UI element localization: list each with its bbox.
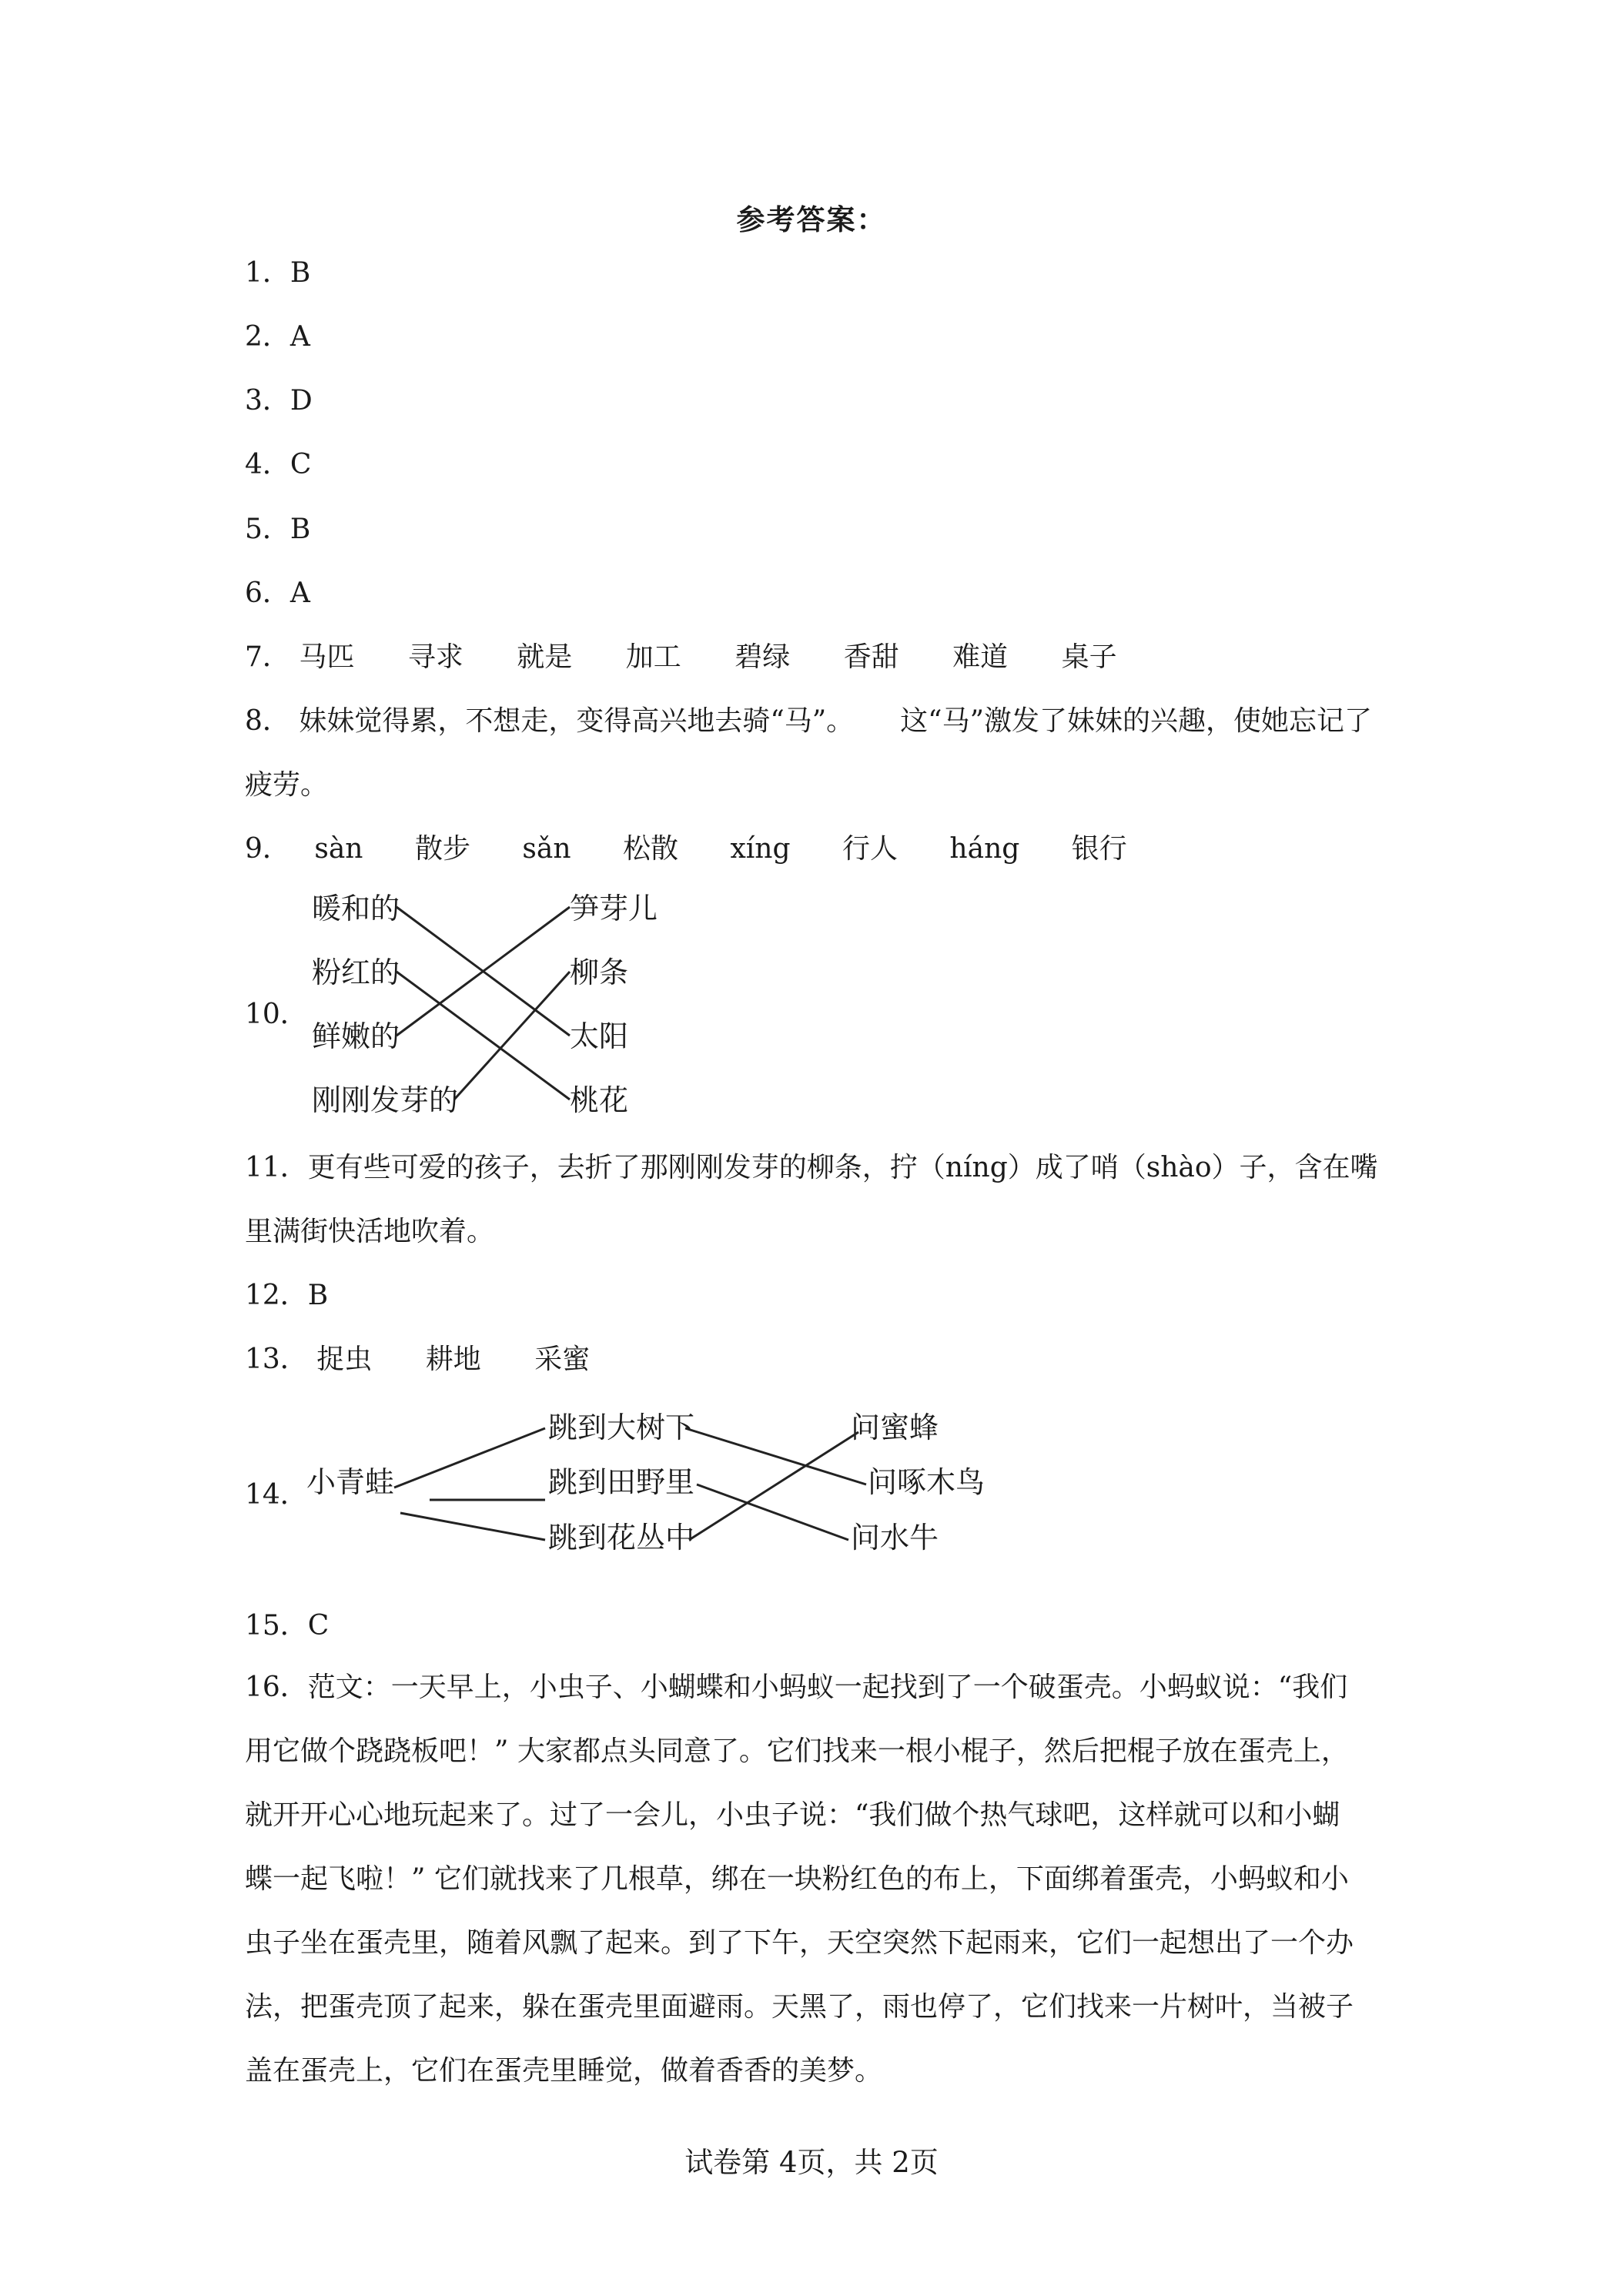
answer-16-line: 用它做个跷跷板吧！” 大家都点头同意了。它们找来一根小棍子，然后把棍子放在蛋壳上， xyxy=(245,1735,1349,1767)
match-line xyxy=(397,972,570,1099)
answer-7-word: 碧绿 xyxy=(735,641,791,673)
match-left-item: 鲜嫩的 xyxy=(312,1019,400,1053)
match-right-item: 问蜜蜂 xyxy=(851,1411,939,1444)
answer-7-word: 就是 xyxy=(517,641,573,673)
match-line xyxy=(685,1428,866,1484)
answer-7-word: 难道 xyxy=(952,641,1009,673)
answer-9-word: 散步 xyxy=(414,833,470,865)
match-line xyxy=(454,972,570,1099)
match-right-item: 问水牛 xyxy=(851,1521,939,1555)
match-middle-item: 跳到花丛中 xyxy=(548,1521,695,1555)
page-footer: 试卷第 4页，共 2页 xyxy=(684,2146,939,2179)
answer-5: 5．B xyxy=(245,514,311,545)
answer-16-line: 蝶一起飞啦！” 它们就找来了几根草，绑在一块粉红色的布上，下面绑着蛋壳，小蚂蚁和小 xyxy=(245,1863,1349,1895)
match-subject: 小青蛙 xyxy=(306,1465,395,1499)
answer-13-word: 耕地 xyxy=(425,1344,481,1375)
answer-9-pinyin: háng xyxy=(949,833,1020,865)
answer-9-pinyin: sǎn xyxy=(522,833,571,865)
answer-11 xyxy=(245,1136,1392,1263)
answer-16 xyxy=(245,1655,1392,2103)
answer-9-pinyin: xíng xyxy=(730,833,791,865)
answer-7-number: 7． xyxy=(245,641,290,673)
answer-13-number: 13． xyxy=(245,1344,308,1375)
match-left-item: 刚刚发芽的 xyxy=(312,1083,459,1117)
answer-9-word: 行人 xyxy=(842,833,898,865)
answer-10-number: 10． xyxy=(245,999,308,1030)
answer-4: 4．C xyxy=(245,449,312,480)
answer-10-matching-diagram xyxy=(304,885,674,1132)
answer-9-word: 松散 xyxy=(622,833,678,865)
match-left-item: 暖和的 xyxy=(312,892,400,925)
match-right-item: 太阳 xyxy=(570,1019,629,1053)
match-left-item: 粉红的 xyxy=(312,956,400,989)
answer-3: 3．D xyxy=(245,385,313,417)
match-line xyxy=(689,1432,858,1540)
match-line xyxy=(400,1513,545,1540)
page-title: 参考答案： xyxy=(736,202,887,236)
answer-15: 15．C xyxy=(245,1610,330,1642)
answer-12: 12．B xyxy=(245,1280,329,1311)
answer-7-word: 加工 xyxy=(625,641,681,673)
answer-16-line: 就开开心心地玩起来了。过了一会儿，小虫子说：“我们做个热气球吧，这样就可以和小蝴 xyxy=(245,1799,1340,1831)
answer-13-word: 采蜜 xyxy=(534,1344,591,1375)
answer-8-part-1: 8． 妹妹觉得累，不想走，变得高兴地去骑“马”。 xyxy=(245,705,855,737)
answer-8-line-2: 疲劳。 xyxy=(245,769,329,801)
answer-7-word: 香甜 xyxy=(843,641,899,673)
answer-16-line: 法，把蛋壳顶了起来，躲在蛋壳里面避雨。天黑了，雨也停了，它们找来一片树叶，当被子 xyxy=(245,1991,1354,2023)
answer-16-line: 虫子坐在蛋壳里，随着风飘了起来。到了下午，天空突然下起雨来，它们一起想出了一个办 xyxy=(245,1927,1354,1959)
answer-7-word: 桌子 xyxy=(1061,641,1117,673)
answer-14-number: 14． xyxy=(245,1479,308,1511)
answer-8-part-2: 这“马”激发了妹妹的兴趣，使她忘记了 xyxy=(900,705,1372,737)
answer-14-matching-diagram xyxy=(300,1401,993,1578)
match-line xyxy=(697,1484,848,1540)
answer-8-line-1 xyxy=(245,702,1372,741)
answer-13-word: 捉虫 xyxy=(316,1344,373,1375)
answer-9 xyxy=(245,830,1127,869)
match-middle-item: 跳到大树下 xyxy=(548,1411,695,1444)
answer-11-line: 11．更有些可爱的孩子，去折了那刚刚发芽的柳条，拧（níng）成了哨（shào）子，含在嘴 xyxy=(245,1152,1378,1183)
match-line xyxy=(394,1428,545,1488)
match-right-item: 柳条 xyxy=(570,956,629,989)
answer-16-line: 16．范文：一天早上，小虫子、小蝴蝶和小蚂蚁一起找到了一个破蛋壳。小蚂蚁说：“我们 xyxy=(245,1672,1348,1703)
answer-11-line: 里满街快活地吹着。 xyxy=(245,1216,495,1247)
answer-7 xyxy=(245,638,1117,677)
match-right-item: 问啄木鸟 xyxy=(868,1465,986,1499)
answer-7-word: 寻求 xyxy=(407,641,463,673)
answer-13 xyxy=(245,1340,590,1379)
answer-9-number: 9． xyxy=(245,833,290,865)
answer-2: 2．A xyxy=(245,321,310,353)
answer-16-line: 盖在蛋壳上，它们在蛋壳里睡觉，做着香香的美梦。 xyxy=(245,2055,883,2087)
answer-9-pinyin: sàn xyxy=(314,833,363,865)
answer-7-word: 马匹 xyxy=(299,641,355,673)
answer-6: 6．A xyxy=(245,577,310,609)
answer-9-word: 银行 xyxy=(1071,833,1127,865)
answer-1: 1．B xyxy=(245,257,311,289)
match-right-item: 笋芽儿 xyxy=(570,892,658,925)
match-right-item: 桃花 xyxy=(570,1083,629,1117)
match-middle-item: 跳到田野里 xyxy=(548,1465,695,1499)
